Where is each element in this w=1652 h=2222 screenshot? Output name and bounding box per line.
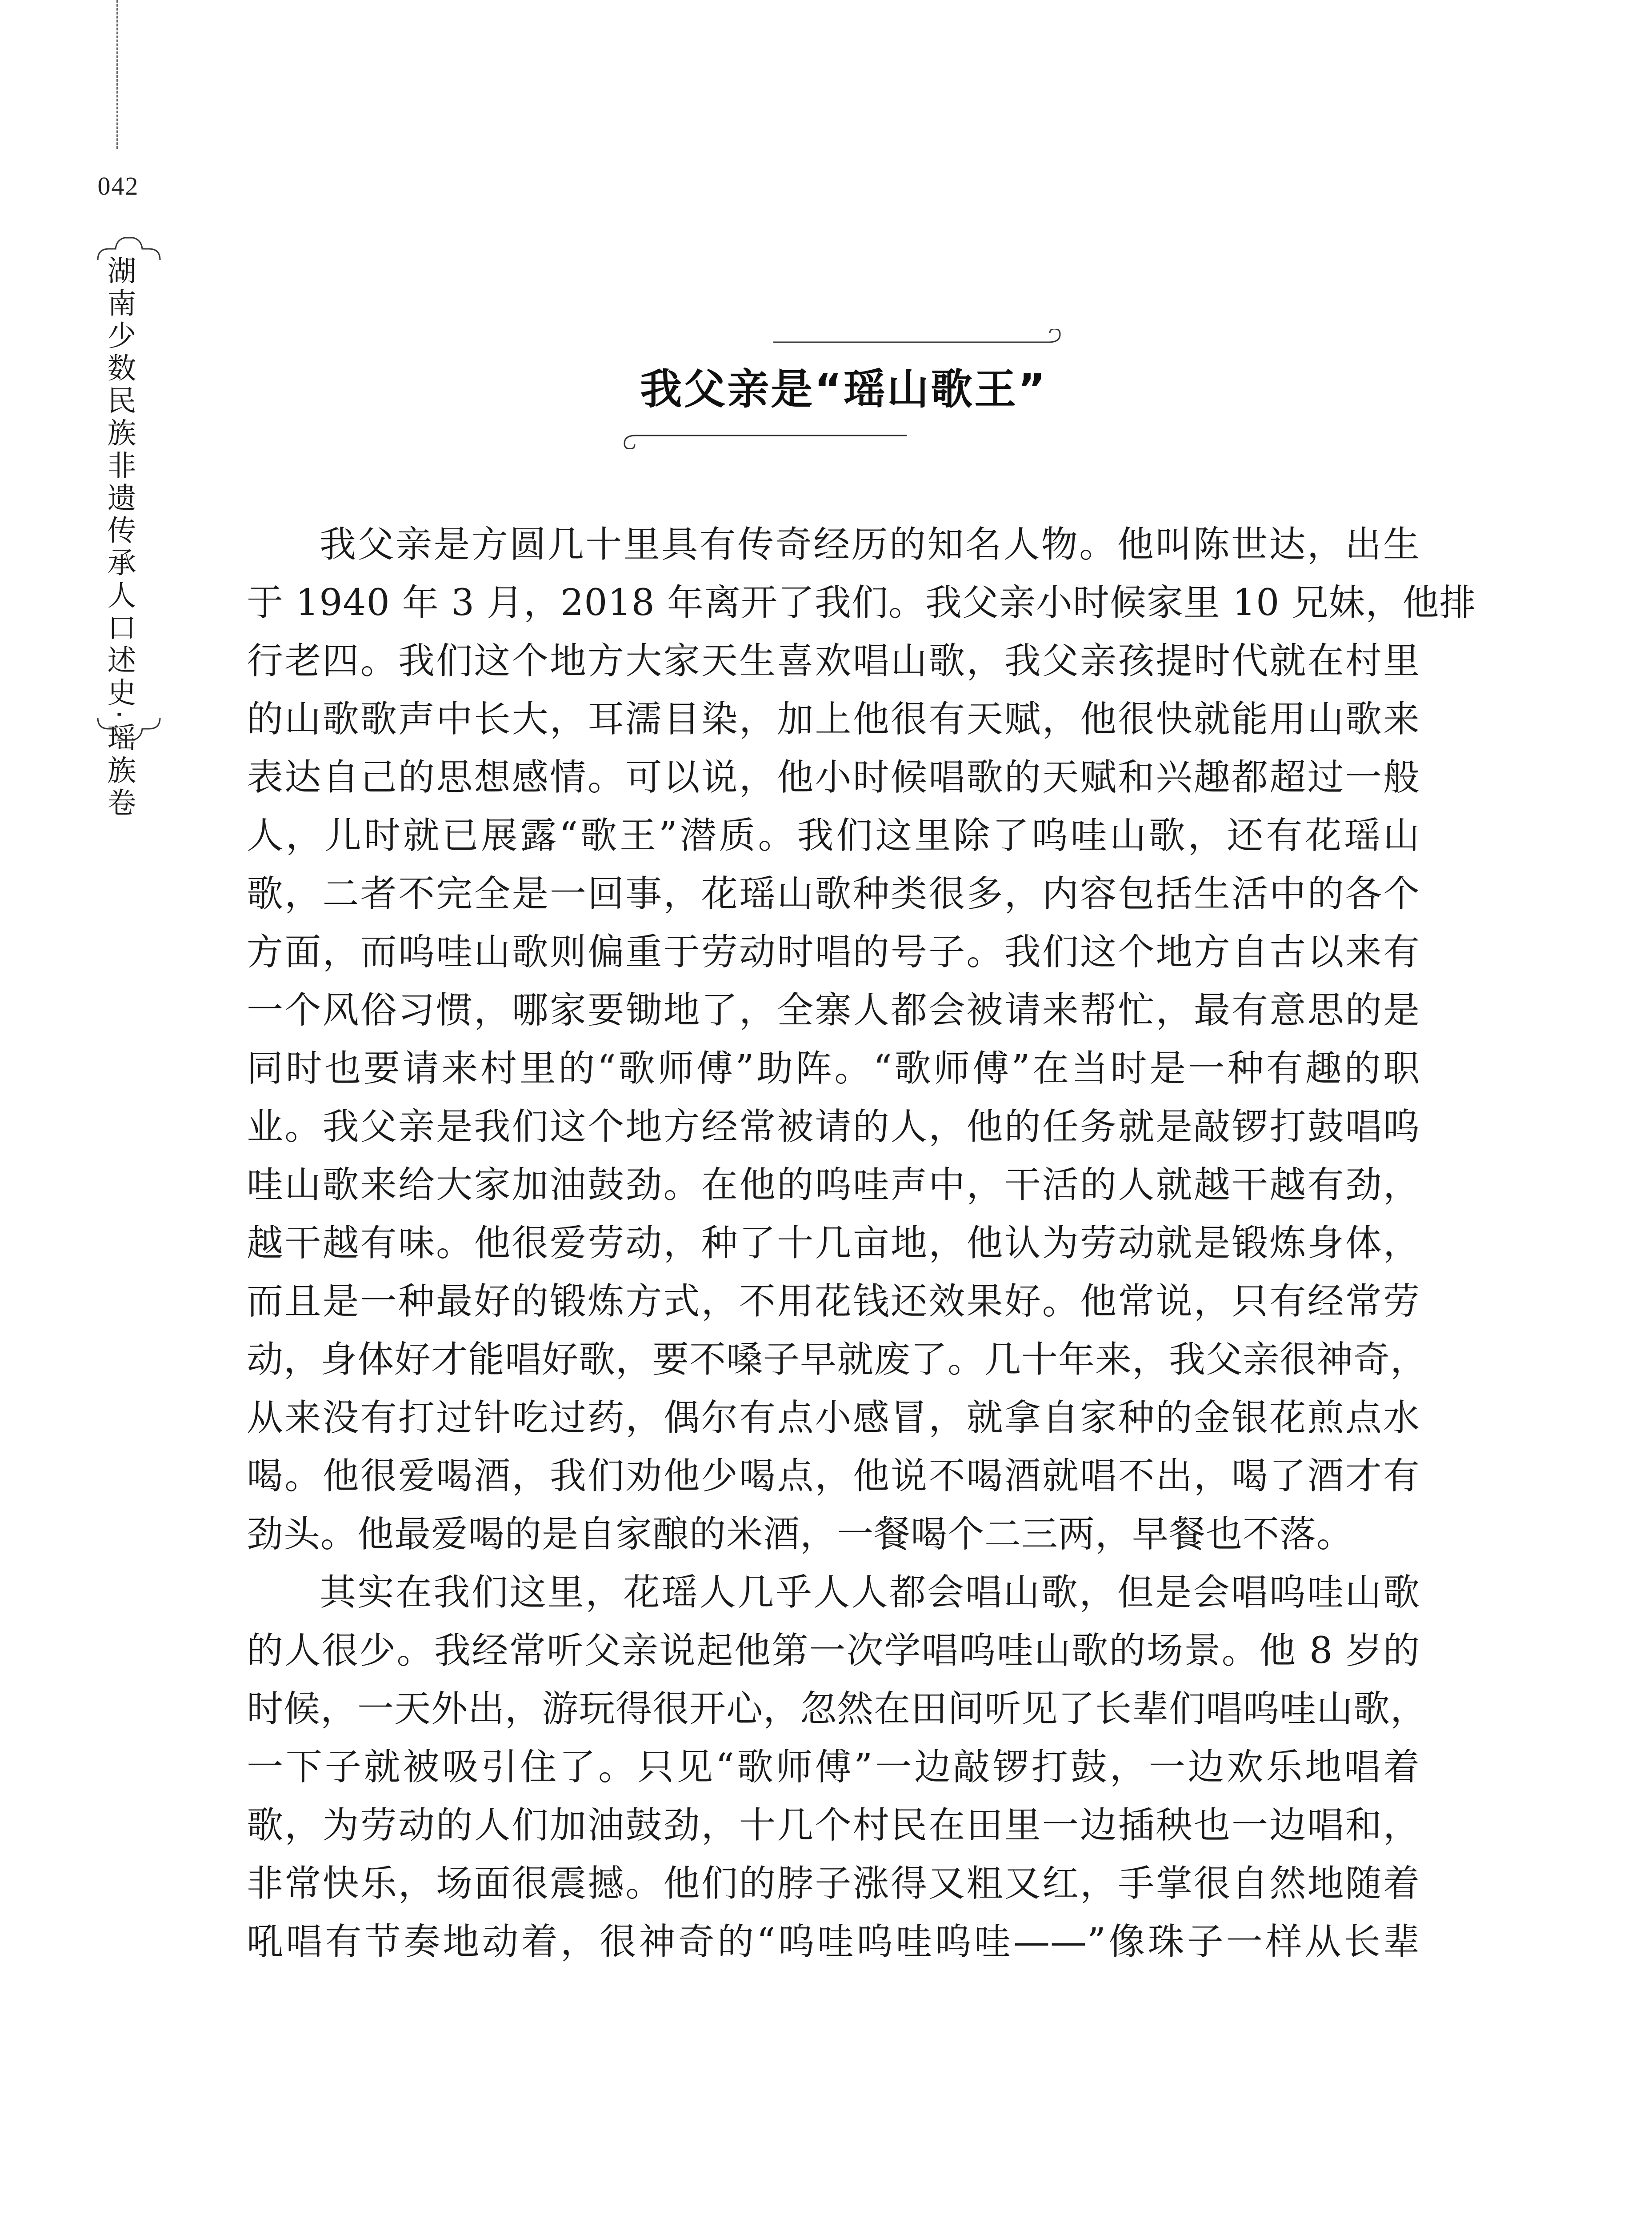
text-line: 歌，为劳动的人们加油鼓劲，十几个村民在田里一边插秧也一边唱和， [247, 1804, 1420, 1846]
text-line: 其实在我们这里，花瑶人几乎人人都会唱山歌，但是会唱呜哇山歌 [320, 1571, 1420, 1614]
running-head-title: 湖南少数民族非遗传承人口述史·瑶族卷 [102, 256, 136, 820]
text-line: 的人很少。我经常听父亲说起他第一次学唱呜哇山歌的场景。他 8 岁的 [247, 1630, 1420, 1672]
text-line: 吼唱有节奏地动着，很神奇的“呜哇呜哇呜哇——”像珠子一样从长辈 [247, 1921, 1420, 1963]
text-line: 非常快乐，场面很震撼。他们的脖子涨得又粗又红，手掌很自然地随着 [247, 1862, 1420, 1905]
text-line: 我父亲是方圆几十里具有传奇经历的知名人物。他叫陈世达，出生 [320, 524, 1420, 566]
text-line: 动，身体好才能唱好歌，要不嗓子早就废了。几十年来，我父亲很神奇， [247, 1339, 1428, 1381]
text-line: 人，儿时就已展露“歌王”潜质。我们这里除了呜哇山歌，还有花瑶山 [247, 815, 1420, 857]
text-line: 喝。他很爱喝酒，我们劝他少喝点，他说不喝酒就唱不出，喝了酒才有 [247, 1455, 1420, 1497]
text-line: 哇山歌来给大家加油鼓劲。在他的呜哇声中，干活的人就越干越有劲， [247, 1164, 1420, 1206]
text-line: 时候，一天外出，游玩得很开心，忽然在田间听见了长辈们唱呜哇山歌， [247, 1688, 1428, 1730]
body-text [247, 516, 1476, 1971]
text-line: 而且是一种最好的锻炼方式，不用花钱还效果好。他常说，只有经常劳 [247, 1280, 1420, 1323]
text-line: 一下子就被吸引住了。只见“歌师傅”一边敲锣打鼓，一边欢乐地唱着 [247, 1746, 1420, 1788]
text-line: 业。我父亲是我们这个地方经常被请的人，他的任务就是敲锣打鼓唱呜 [247, 1106, 1420, 1148]
paragraph [247, 1563, 1428, 1971]
text-line: 行老四。我们这个地方大家天生喜欢唱山歌，我父亲孩提时代就在村里 [247, 640, 1420, 682]
margin-dashed-rule [116, 0, 118, 149]
text-line: 一个风俗习惯，哪家要锄地了，全寨人都会被请来帮忙，最有意思的是 [247, 989, 1420, 1031]
text-line: 方面，而呜哇山歌则偏重于劳动时唱的号子。我们这个地方自古以来有 [247, 931, 1420, 973]
text-line: 于 1940 年 3 月，2018 年离开了我们。我父亲小时候家里 10 兄妹，他排 [247, 582, 1476, 624]
paragraph [247, 516, 1476, 1563]
chapter-title: 我父亲是“瑶山歌王” [640, 365, 1047, 414]
text-line: 从来没有打过针吃过药，偶尔有点小感冒，就拿自家种的金银花煎点水 [247, 1397, 1420, 1439]
text-line: 歌，二者不完全是一回事，花瑶山歌种类很多，内容包括生活中的各个 [247, 873, 1420, 915]
page-number: 042 [97, 172, 139, 200]
text-line: 表达自己的思想感情。可以说，他小时候唱歌的天赋和兴趣都超过一般 [247, 756, 1420, 799]
text-line: 劲头。他最爱喝的是自家酿的米酒，一餐喝个二三两，早餐也不落。 [247, 1513, 1354, 1555]
text-line: 的山歌歌声中长大，耳濡目染，加上他很有天赋，他很快就能用山歌来 [247, 698, 1420, 740]
text-line: 同时也要请来村里的“歌师傅”助阵。“歌师傅”在当时是一种有趣的职 [247, 1047, 1420, 1090]
text-line: 越干越有味。他很爱劳动，种了十几亩地，他认为劳动就是锻炼身体， [247, 1222, 1420, 1264]
